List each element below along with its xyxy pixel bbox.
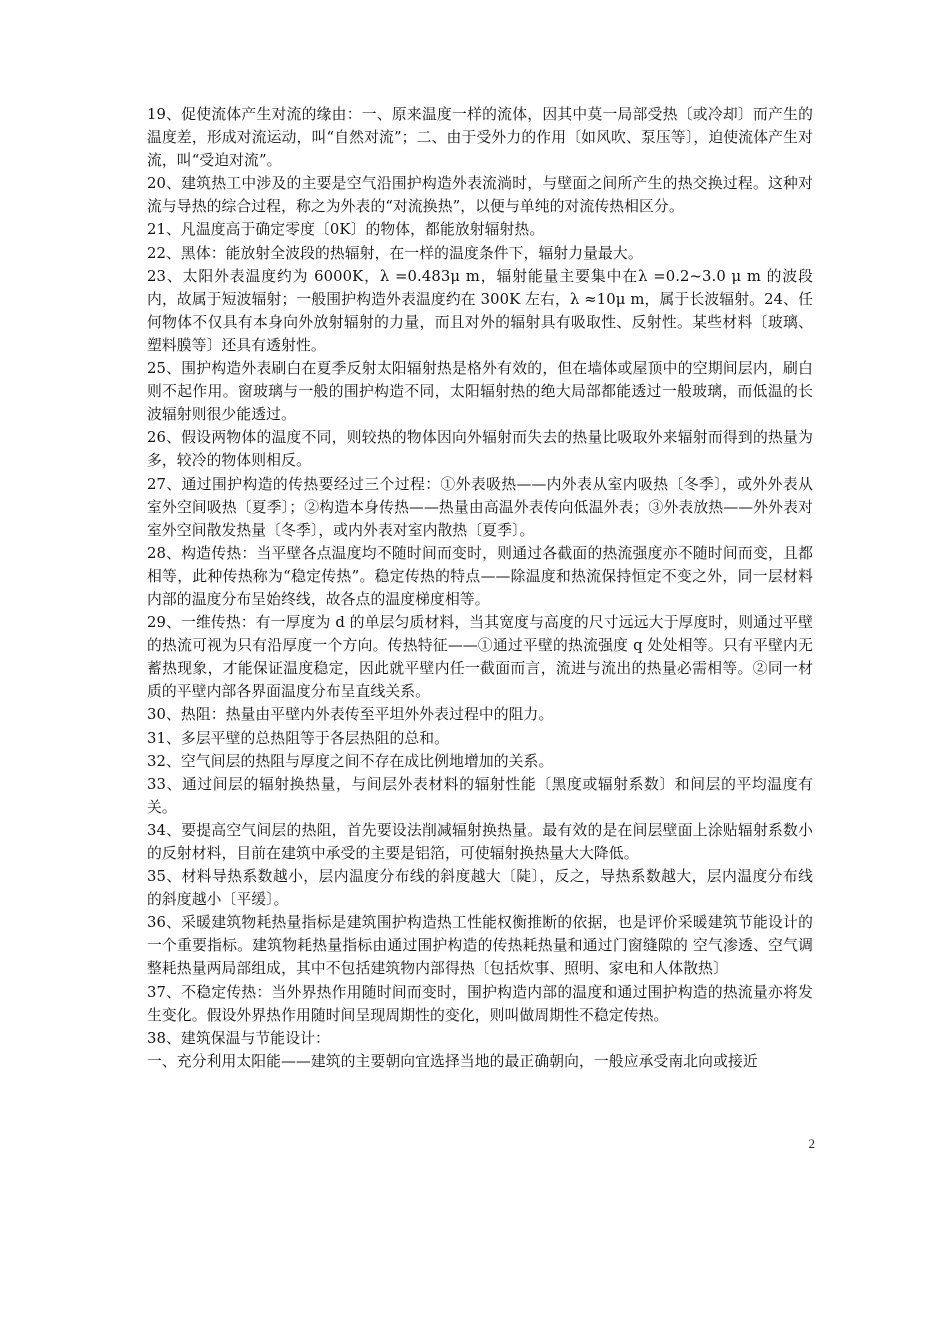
paragraph: 22、黑体：能放射全波段的热辐射，在一样的温度条件下，辐射力量最大。 (147, 244, 643, 262)
paragraph: 35、材料导热系数越小，层内温度分布线的斜度越大〔陡〕，反之，导热系数越大，层内温度分布线的斜度越小〔平缓〕。 (147, 868, 813, 909)
page-number: 2 (808, 1136, 815, 1151)
paragraph: 21、凡温度高于确定零度〔0K〕的物体，都能放射辐射热。 (147, 221, 545, 239)
paragraph: 30、热阻：热量由平壁内外表传至平坦外外表过程中的阻力。 (147, 706, 554, 724)
paragraph: 26、假设两物体的温度不同，则较热的物体因向外辐射而失去的热量比吸取外来辐射而得到的热量为多，较冷的物体则相反。 (147, 429, 813, 470)
body-text (147, 103, 813, 1073)
paragraph: 33、通过间层的辐射换热量，与间层外表材料的辐射性能〔黑度或辐射系数〕和间层的平均温度有关。 (147, 775, 813, 816)
paragraph: 29、一维传热：有一厚度为 d 的单层匀质材料，当其宽度与高度的尺寸远远大于厚度时，则通过平壁的热流可视为只有沿厚度一个方向。传热特征——①通过平壁的热流强度 q 处处相等。只有平壁内无蓄热现象，才能保证温度稳定，因此就平壁内任一截面而言，流进与流出的热量必需相等。②同一材质的平壁内部各界面温度分布呈直线关系。 (147, 614, 813, 701)
paragraph: 34、要提高空气间层的热阻，首先要设法削减辐射换热量。最有效的是在间层壁面上涂贴辐射系数小的反射材料，目前在建筑中承受的主要是铝箔，可使辐射换热量大大降低。 (147, 821, 813, 862)
paragraph: 23、太阳外表温度约为 6000K，λ =0.483μ m，辐射能量主要集中在λ =0.2~3.0 μ m 的波段内，故属于短波辐射；一般围护构造外表温度约在 300K 左右，λ ≈10μ m，属于长波辐射。24、任何物体不仅具有本身向外放射辐射的力量，而且对外的辐射具有吸取性、反射性。某些材料〔玻璃、塑料膜等〕还具有透射性。 (147, 267, 813, 354)
paragraph: 32、空气间层的热阻与厚度之间不存在成比例地增加的关系。 (147, 752, 554, 770)
paragraph: 38、建筑保温与节能设计： (147, 1029, 330, 1047)
paragraph: 一、充分利用太阳能——建筑的主要朝向宜选择当地的最正确朝向，一般应承受南北向或接近 (147, 1052, 758, 1070)
paragraph: 20、建筑热工中涉及的主要是空气沿围护构造外表流淌时，与壁面之间所产生的热交换过程。这种对流与导热的综合过程，称之为外表的“对流换热”，以便与单纯的对流传热相区分。 (147, 175, 813, 216)
paragraph: 31、多层平壁的总热阻等于各层热阻的总和。 (147, 729, 450, 747)
paragraph: 36、采暖建筑物耗热量指标是建筑围护构造热工性能权衡推断的依据，也是评价采暖建筑节能设计的一个重要指标。建筑物耗热量指标由通过围护构造的传热耗热量和通过门窗缝隙的 空气渗透、空气调整耗热量两局部组成，其中不包括建筑物内部得热〔包括炊事、照明、家电和人体散热〕 (147, 914, 813, 978)
paragraph: 19、促使流体产生对流的缘由：一、原来温度一样的流体，因其中莫一局部受热〔或冷却〕而产生的温度差，形成对流运动，叫“自然对流”；二、由于受外力的作用〔如风吹、泵压等〕，迫使流体产生对流，叫“受迫对流”。 (147, 106, 813, 170)
paragraph: 27、通过围护构造的传热要经过三个过程：①外表吸热——内外表从室内吸热〔冬季〕，或外外表从室外空间吸热〔夏季〕；②构造本身传热——热量由高温外表传向低温外表；③外表放热——外外表对室外空间散发热量〔冬季〕，或内外表对室内散热〔夏季〕。 (147, 475, 813, 539)
paragraph: 28、构造传热：当平壁各点温度均不随时间而变时，则通过各截面的热流强度亦不随时间而变，且都相等，此种传热称为“稳定传热”。稳定传热的特点——除温度和热流保持恒定不变之外，同一层材料内部的温度分布呈始终线，故各点的温度梯度相等。 (147, 544, 813, 608)
paragraph: 25、围护构造外表刷白在夏季反射太阳辐射热是格外有效的，但在墙体或屋顶中的空期间层内，刷白则不起作用。窗玻璃与一般的围护构造不同，太阳辐射热的绝大局部都能透过一般玻璃，而低温的长波辐射则很少能透过。 (147, 360, 813, 424)
paragraph: 37、不稳定传热：当外界热作用随时间而变时，围护构造内部的温度和通过围护构造的热流量亦将发生变化。假设外界热作用随时间呈现周期性的变化，则叫做周期性不稳定传热。 (147, 983, 813, 1024)
